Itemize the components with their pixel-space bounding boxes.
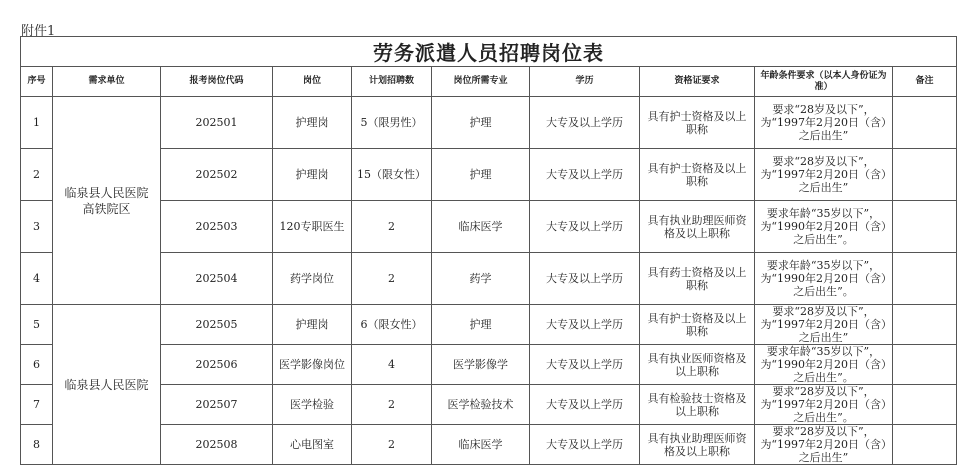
table-row [21,345,957,385]
cell-education: 大专及以上学历 [530,149,640,201]
cell-major: 护理 [432,97,530,149]
cell-age: 要求年龄“35岁以下”，为“1990年2月20日（含）之后出生”。 [755,201,893,253]
cell-unit-1 [53,97,161,305]
cell-education: 大专及以上学历 [530,305,640,345]
cell-code: 202508 [161,425,273,465]
cell-code: 202503 [161,201,273,253]
cell-post: 护理岗 [273,305,352,345]
table-row [21,425,957,465]
cell-age: 要求年龄“35岁以下”，为“1990年2月20日（含）之后出生”。 [755,253,893,305]
cell-qualification: 具有执业医师资格及以上职称 [640,345,755,385]
cell-age: 要求“28岁及以下”，为“1997年2月20日（含）之后出生” [755,425,893,465]
cell-note [893,97,957,149]
cell-seq: 3 [21,201,53,253]
cell-unit-2: 临泉县人民医院 [53,305,161,465]
cell-code: 202504 [161,253,273,305]
cell-major: 临床医学 [432,201,530,253]
header-major: 岗位所需专业 [432,67,530,97]
header-unit: 需求单位 [53,67,161,97]
cell-education: 大专及以上学历 [530,253,640,305]
cell-note [893,253,957,305]
header-age: 年龄条件要求（以本人身份证为准） [755,67,893,97]
cell-note [893,305,957,345]
header-education: 学历 [530,67,640,97]
cell-quota: 5（限男性） [352,97,432,149]
table-row [21,253,957,305]
cell-code: 202502 [161,149,273,201]
cell-quota: 2 [352,201,432,253]
table-row [21,97,957,149]
header-qualification: 资格证要求 [640,67,755,97]
cell-quota: 4 [352,345,432,385]
cell-post: 心电图室 [273,425,352,465]
cell-major: 药学 [432,253,530,305]
cell-qualification: 具有护士资格及以上职称 [640,97,755,149]
cell-post: 医学影像岗位 [273,345,352,385]
cell-seq: 2 [21,149,53,201]
cell-seq: 8 [21,425,53,465]
header-quota: 计划招聘数 [352,67,432,97]
cell-education: 大专及以上学历 [530,201,640,253]
cell-seq: 7 [21,385,53,425]
table-row [21,149,957,201]
cell-major: 护理 [432,149,530,201]
cell-seq: 1 [21,97,53,149]
cell-code: 202501 [161,97,273,149]
cell-quota: 2 [352,253,432,305]
cell-major: 医学影像学 [432,345,530,385]
cell-post: 120专职医生 [273,201,352,253]
attachment-label: 附件1 [21,24,56,39]
header-row [21,67,957,97]
cell-note [893,149,957,201]
cell-quota: 2 [352,425,432,465]
cell-age: 要求“28岁及以下”，为“1997年2月20日（含）之后出生” [755,305,893,345]
cell-age: 要求年龄“35岁以下”，为“1990年2月20日（含）之后出生”。 [755,345,893,385]
cell-major: 护理 [432,305,530,345]
cell-quota: 15（限女性） [352,149,432,201]
cell-qualification: 具有护士资格及以上职称 [640,149,755,201]
cell-note [893,425,957,465]
cell-quota: 2 [352,385,432,425]
header-seq: 序号 [21,67,53,97]
cell-code: 202507 [161,385,273,425]
cell-code: 202505 [161,305,273,345]
cell-seq: 5 [21,305,53,345]
cell-age: 要求“28岁及以下”，为“1997年2月20日（含）之后出生”。 [755,385,893,425]
cell-education: 大专及以上学历 [530,345,640,385]
table-row [21,305,957,345]
cell-post: 药学岗位 [273,253,352,305]
cell-qualification: 具有药士资格及以上职称 [640,253,755,305]
cell-education: 大专及以上学历 [530,425,640,465]
cell-major: 临床医学 [432,425,530,465]
table-row [21,385,957,425]
table-row [21,201,957,253]
table-title: 劳务派遣人员招聘岗位表 [21,37,957,67]
recruitment-table [20,36,957,465]
unit-name-1: 临泉县人民医院 高铁院区 [64,185,149,216]
header-code: 报考岗位代码 [161,67,273,97]
header-post: 岗位 [273,67,352,97]
cell-qualification: 具有检验技士资格及以上职称 [640,385,755,425]
cell-post: 护理岗 [273,149,352,201]
cell-major: 医学检验技术 [432,385,530,425]
cell-quota: 6（限女性） [352,305,432,345]
cell-seq: 6 [21,345,53,385]
header-note: 备注 [893,67,957,97]
cell-qualification: 具有护士资格及以上职称 [640,305,755,345]
cell-note [893,201,957,253]
cell-age: 要求“28岁及以下”，为“1997年2月20日（含）之后出生” [755,149,893,201]
cell-code: 202506 [161,345,273,385]
cell-post: 护理岗 [273,97,352,149]
cell-seq: 4 [21,253,53,305]
cell-education: 大专及以上学历 [530,385,640,425]
cell-qualification: 具有执业助理医师资格及以上职称 [640,201,755,253]
cell-post: 医学检验 [273,385,352,425]
cell-education: 大专及以上学历 [530,97,640,149]
cell-note [893,345,957,385]
cell-note [893,385,957,425]
cell-age: 要求“28岁及以下”，为“1997年2月20日（含）之后出生” [755,97,893,149]
cell-qualification: 具有执业助理医师资格及以上职称 [640,425,755,465]
